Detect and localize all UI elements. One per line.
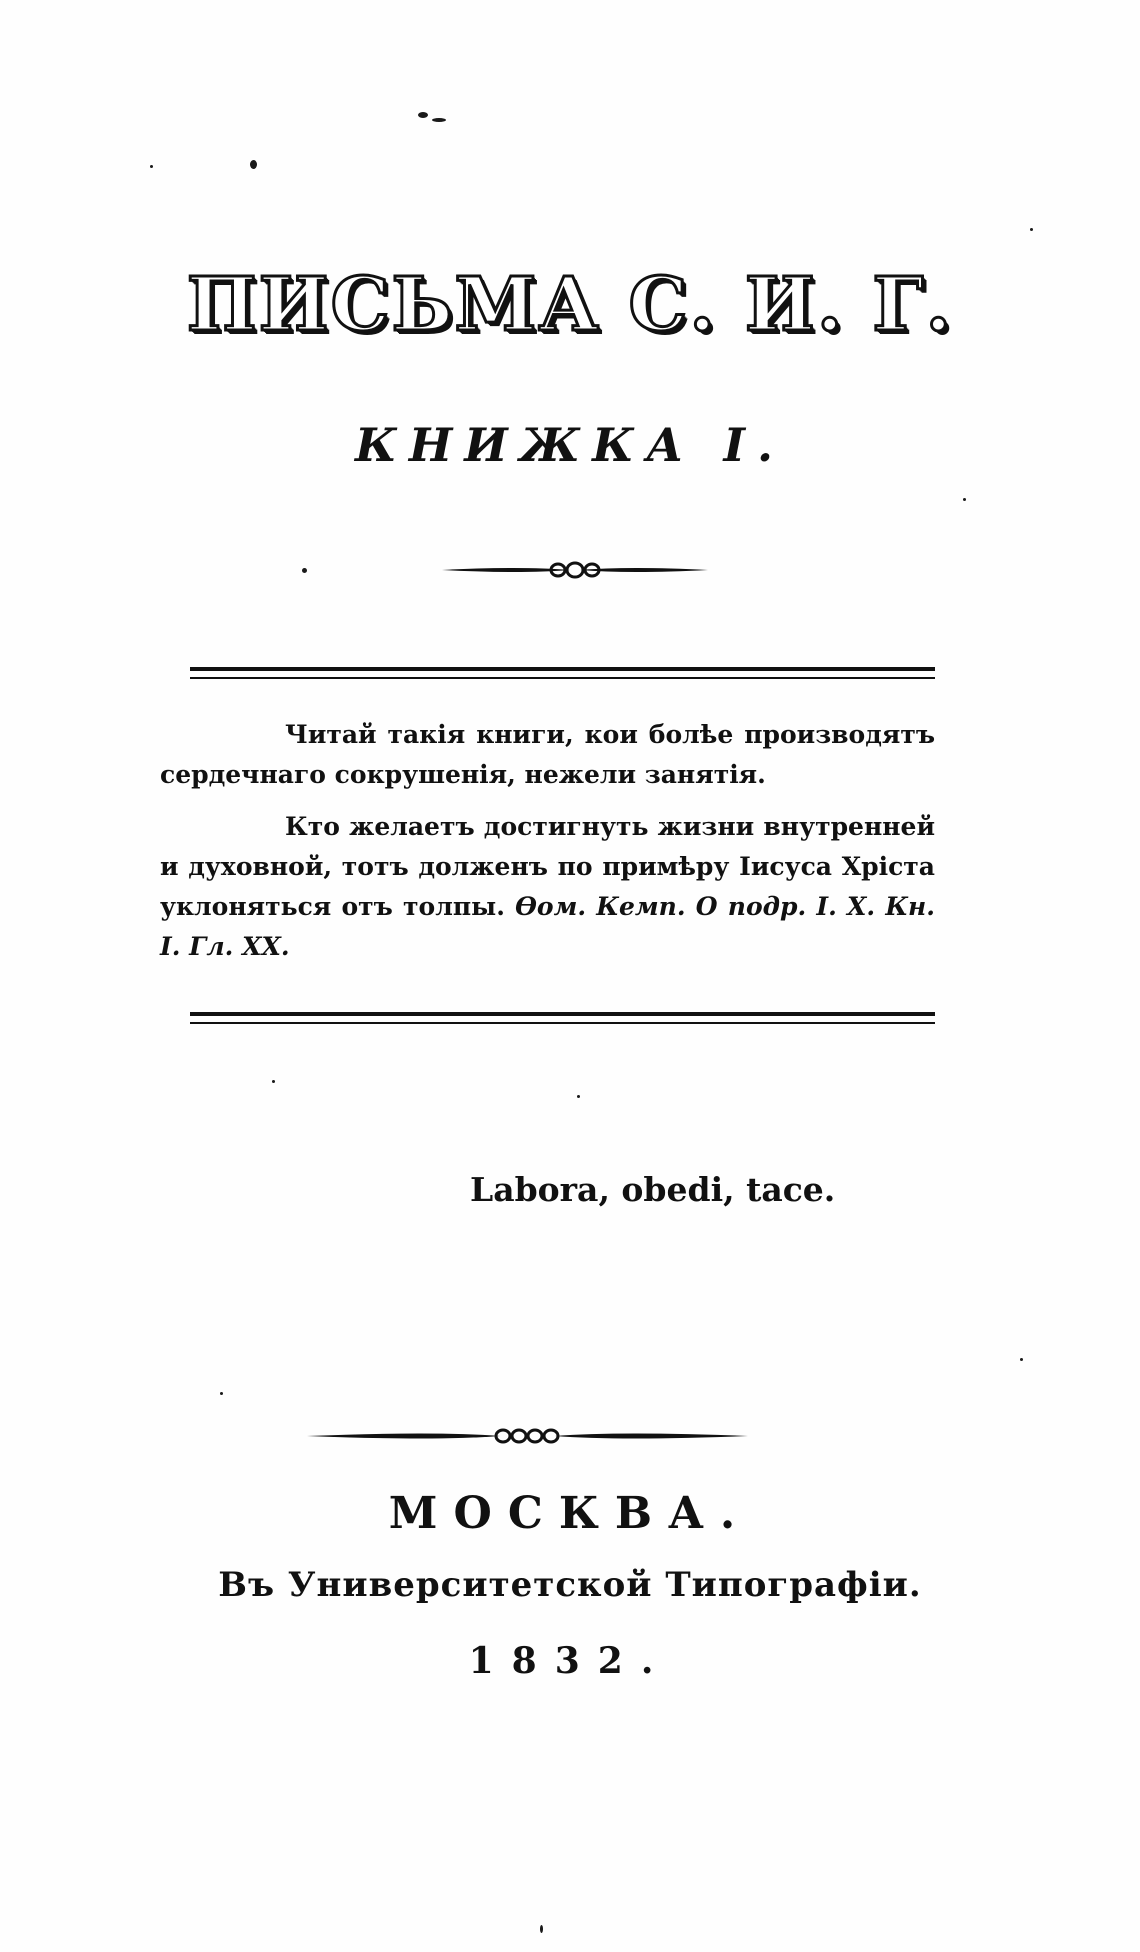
ink-speck (540, 1925, 543, 1933)
epigraph-paragraph (160, 807, 935, 967)
ornament-divider-top (440, 558, 710, 582)
ink-speck (963, 498, 966, 501)
epigraph (160, 715, 935, 967)
ornament-divider-bottom (305, 1423, 750, 1449)
imprint-year: 1832. (468, 1640, 672, 1682)
ink-speck (1020, 1358, 1023, 1361)
ink-speck (150, 165, 153, 168)
epigraph-quote: Кто желаетъ достигнуть жизни внутренней и духовной, тотъ долженъ по примѣру Іисуса Хріста уклоняться отъ толпы. (160, 812, 935, 921)
ink-speck (250, 160, 257, 169)
volume-label: КНИЖКА I. (355, 418, 785, 472)
ink-speck (577, 1095, 580, 1098)
ink-speck (302, 568, 307, 573)
ink-speck (220, 1392, 223, 1395)
epigraph-paragraph: Читай такія книги, кои болѣе производятъ сердечнаго сокрушенія, нежели занятія. (160, 720, 935, 789)
imprint-publisher: Въ Университетской Типографіи. (218, 1565, 922, 1605)
double-rule-top (190, 667, 935, 679)
ink-speck (432, 118, 446, 122)
ink-speck (272, 1080, 275, 1083)
book-title: ПИСЬМА С. И. Г. (186, 262, 954, 348)
ink-speck (1030, 228, 1033, 231)
ink-speck (418, 112, 428, 118)
double-rule-bottom (190, 1012, 935, 1024)
latin-motto: Labora, obedi, tace. (470, 1170, 836, 1209)
imprint-city: МОСКВА. (388, 1488, 752, 1539)
epigraph-source: Ѳом. Кемп. О подр. I. X. Кн. I. Гл. XX. (160, 892, 935, 961)
